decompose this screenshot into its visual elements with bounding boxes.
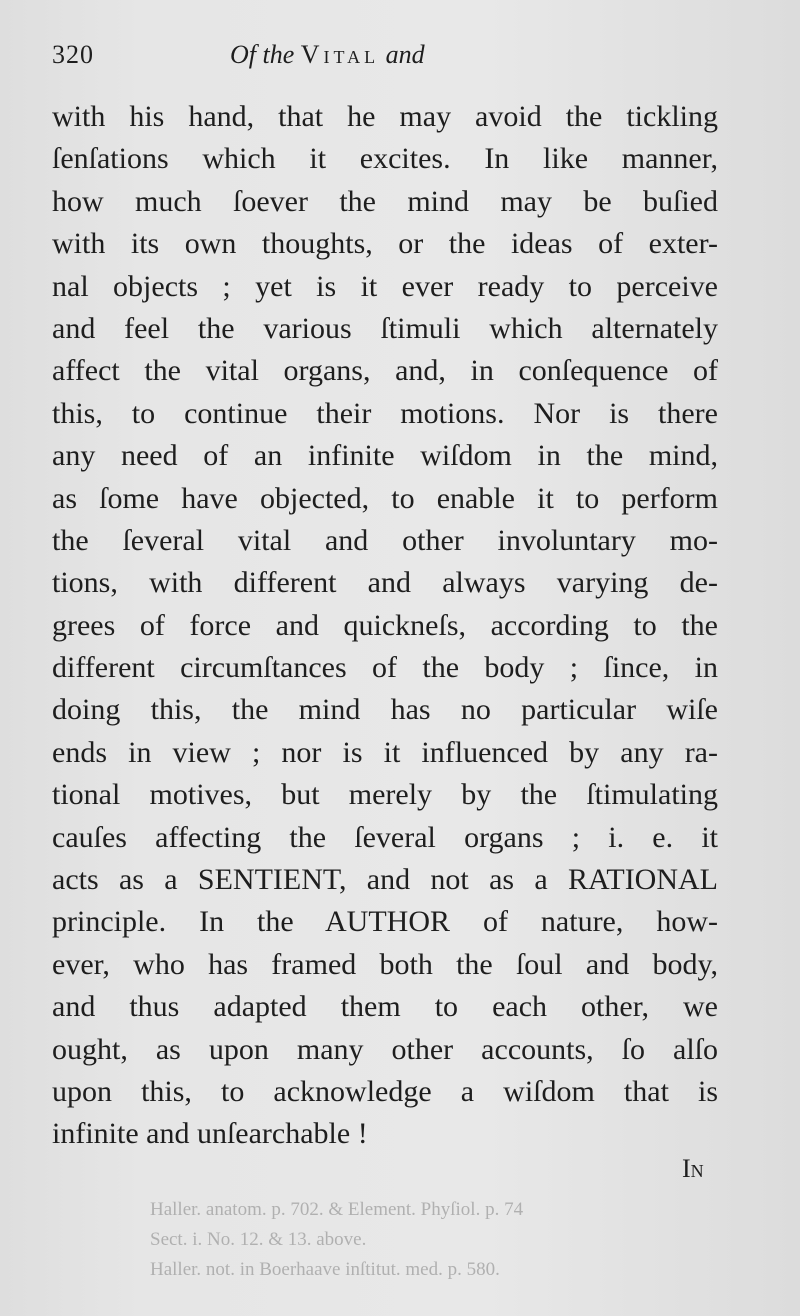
catchword: In	[682, 1154, 704, 1183]
bleed-line: Haller. anatom. p. 702. & Element. Phyſiol. p. 74	[150, 1199, 524, 1220]
text-line: ſenſations which it excites. In like manner,	[52, 142, 718, 176]
text-line: ends in view ; nor is it influenced by any ra-	[52, 735, 718, 769]
text-line: ought, as upon many other accounts, ſo alſo	[52, 1032, 718, 1066]
text-line: and thus adapted them to each other, we	[52, 990, 718, 1024]
text-line: grees of force and quickneſs, according to the	[52, 608, 718, 642]
title-vital: Vital	[300, 40, 380, 69]
text-line: ever, who has framed both the ſoul and body,	[52, 947, 718, 981]
page-number: 320	[52, 40, 94, 69]
text-line: affect the vital organs, and, in conſequence of	[52, 354, 718, 388]
text-line: acts as a SENTIENT, and not as a RATIONAL	[52, 863, 718, 897]
text-line: how much ſoever the mind may be buſied	[52, 184, 718, 218]
text-line: nal objects ; yet is it ever ready to perceive	[52, 269, 718, 303]
bleed-line: Sect. i. No. 12. & 13. above.	[150, 1229, 367, 1250]
text-line: doing this, the mind has no particular wiſe	[52, 693, 718, 727]
text-line: any need of an infinite wiſdom in the mind,	[52, 439, 718, 473]
text-line: cauſes affecting the ſeveral organs ; i. e. it	[52, 820, 718, 854]
title-prefix: Of the	[230, 40, 295, 69]
text-line: principle. In the AUTHOR of nature, how-	[52, 905, 718, 939]
body-text	[52, 96, 718, 1156]
title-suffix: and	[385, 40, 425, 69]
text-line: this, to continue their motions. Nor is there	[52, 396, 718, 430]
text-line: with his hand, that he may avoid the tickling	[52, 100, 718, 133]
bleed-through-text	[150, 1195, 790, 1285]
text-line: as ſome have objected, to enable it to perform	[52, 481, 718, 515]
text-line: the ſeveral vital and other involuntary mo-	[52, 523, 718, 557]
text-line: and feel the various ſtimuli which alternately	[52, 311, 718, 345]
bleed-line: Haller. not. in Boerhaave inſtitut. med. p. 580.	[150, 1259, 500, 1280]
text-line: with its own thoughts, or the ideas of exter-	[52, 227, 718, 261]
text-line: infinite and unſearchable !	[52, 1117, 368, 1151]
running-title	[230, 40, 425, 70]
running-head	[52, 40, 760, 80]
text-line: different circumſtances of the body ; ſince, in	[52, 651, 718, 685]
text-line: upon this, to acknowledge a wiſdom that is	[52, 1074, 718, 1108]
text-line: tions, with different and always varying de-	[52, 566, 718, 600]
text-line: tional motives, but merely by the ſtimulating	[52, 778, 718, 812]
